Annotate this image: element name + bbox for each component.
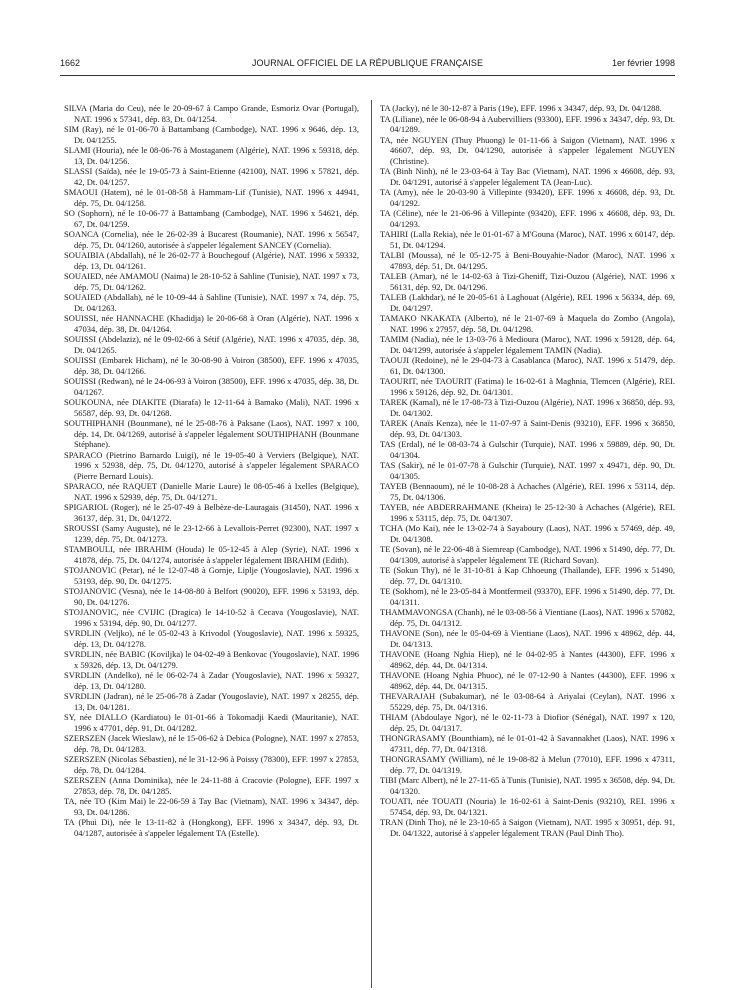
naturalization-entry: THONGRASAMY (William), né le 19-08-82 à Melun (77010), EFF. 1996 x 47311, dép. 77, Dt. 04/1319. <box>380 754 675 775</box>
naturalization-entry: SOUAIED (Abdallah), né le 10-09-44 à Sahline (Tunisie), NAT. 1997 x 74, dép. 75, Dt. 04/1263. <box>64 292 359 313</box>
issue-date: 1er février 1998 <box>611 58 675 68</box>
naturalization-entry: THAVONE (Hoang Nghia Phuoc), né le 07-12-90 à Nantes (44300), EFF. 1996 x 48962, dép. 44, Dt. 04/1315. <box>380 670 675 691</box>
naturalization-entry: TAYEB, née ABDERRAHMANE (Kheira) le 25-12-30 à Achaches (Algérie), REI. 1996 x 53115, dép. 75, Dt. 04/1307. <box>380 502 675 523</box>
page-header <box>60 58 675 72</box>
naturalization-entry: STOJANOVIC (Petar), né le 12-07-48 à Gornje, Liplje (Yougoslavie), NAT. 1996 x 53193, dép. 90, Dt. 04/1275. <box>64 565 359 586</box>
column-divider <box>371 100 372 988</box>
naturalization-entry: SVRDLIN (Veljko), né le 05-02-43 à Krivodol (Yougoslavie), NAT. 1996 x 59325, dép. 13, Dt. 04/1278. <box>64 628 359 649</box>
naturalization-entry: SROUSSI (Samy Auguste), né le 23-12-66 à Levallois-Perret (92300), NAT. 1997 x 1239, dép. 75, Dt. 04/1273. <box>64 523 359 544</box>
naturalization-entry: THAVONE (Son), née le 05-04-69 à Vientiane (Laos), NAT. 1996 x 48962, dép. 44, Dt. 04/1313. <box>380 628 675 649</box>
naturalization-entry: SOUAIBIA (Abdallah), né le 26-02-77 à Bouchegouf (Algérie), NAT. 1996 x 59332, dép. 13, Dt. 04/1261. <box>64 250 359 271</box>
naturalization-entry: TAOURIT, née TAOURIT (Fatima) le 16-02-61 à Maghnia, Tlemcen (Algérie), REI. 1996 x 59126, dép. 92, Dt. 04/1301. <box>380 376 675 397</box>
naturalization-entry: SPARACO, née RAQUET (Danielle Marie Laure) le 08-05-46 à Ixelles (Belgique), NAT. 1996 x 52939, dép. 75, Dt. 04/1271. <box>64 481 359 502</box>
naturalization-entry: TAYEB (Bennaoum), né le 10-08-28 à Achaches (Algérie), REI. 1996 x 53114, dép. 75, Dt. 04/1306. <box>380 481 675 502</box>
naturalization-entry: SY, née DIALLO (Kardiatou) le 01-01-66 à Tokomadji Kaedi (Mauritanie), NAT. 1996 x 47701, dép. 91, Dt. 04/1282. <box>64 712 359 733</box>
naturalization-entry: TE (Sovan), né le 22-06-48 à Siemreap (Cambodge), NAT. 1996 x 51490, dép. 77, Dt. 04/1309, autorisé à s'appeler légalement TE (Richard Sovan). <box>380 544 675 565</box>
naturalization-entry: SO (Sophorn), né le 10-06-77 à Battambang (Cambodge), NAT. 1996 x 54621, dép. 67, Dt. 04/1259. <box>64 208 359 229</box>
naturalization-entry: SPIGARIOL (Roger), né le 25-07-49 à Belbèze-de-Lauragais (31450), NAT. 1996 x 36137, dép. 31, Dt. 04/1272. <box>64 502 359 523</box>
naturalization-entry: SLAMI (Houria), née le 08-06-76 à Mostaganem (Algérie), NAT. 1996 x 59318, dép. 13, Dt. 04/1256. <box>64 145 359 166</box>
naturalization-entry: TCHA (Mo Kai), née le 13-02-74 à Sayaboury (Laos), NAT. 1996 x 57469, dép. 49, Dt. 04/1308. <box>380 523 675 544</box>
naturalization-entry: THAMMAVONGSA (Chanh), né le 03-08-56 à Vientiane (Laos), NAT. 1996 x 57082, dép. 75, Dt. 04/1312. <box>380 607 675 628</box>
left-column <box>64 103 359 838</box>
naturalization-entry: SPARACO (Pietrino Barnardo Luigi), né le 19-05-40 à Verviers (Belgique), NAT. 1996 x 52938, dép. 75, Dt. 04/1270, autorisé à s'appeler légalement SPARACO (Pierre Bernard Louis). <box>64 449 359 481</box>
naturalization-entry: SOUKOUNA, née DIAKITE (Diarafa) le 12-11-64 à Bamako (Mali), NAT. 1996 x 56587, dép. 93, Dt. 04/1268. <box>64 397 359 418</box>
naturalization-entry: SOUTHIPHANH (Bounmane), né le 25-08-76 à Paksane (Laos), NAT. 1997 x 100, dép. 14, Dt. 04/1269, autorisé à s'appeler légalement SOUTHIPHANH (Bounmane Stéphane). <box>64 418 359 449</box>
naturalization-entry: SOANCA (Cornelia), née le 26-02-39 à Bucarest (Roumanie), NAT. 1996 x 56547, dép. 75, Dt. 04/1260, autorisée à s'appeler légalement SANCEY (Cornelia). <box>64 229 359 250</box>
journal-title: JOURNAL OFFICIEL DE LA RÉPUBLIQUE FRANÇAISE <box>251 58 484 68</box>
naturalization-entry: TAS (Sakir), né le 01-07-78 à Gulschir (Turquie), NAT. 1997 x 49471, dép. 90, Dt. 04/1305. <box>380 460 675 481</box>
naturalization-entry: TAREK (Kamal), né le 17-08-73 à Tizi-Ouzou (Algérie), NAT. 1996 x 36850, dép. 93, Dt. 04/1302. <box>380 397 675 418</box>
naturalization-entry: SVRDLIN (Jadran), né le 25-06-78 à Zadar (Yougoslavie), NAT. 1997 x 28255, dép. 13, Dt. 04/1281. <box>64 691 359 712</box>
naturalization-entry: TA (Binh Ninh), né le 23-03-64 à Tay Bac (Vietnam), NAT. 1996 x 46608, dép. 93, Dt. 04/1291, autorisé à s'appeler légalement TA (Jean-Luc). <box>380 166 675 187</box>
naturalization-entry: THONGRASAMY (Bounthiam), né le 01-01-42 à Savannakhet (Laos), NAT. 1996 x 47311, dép. 77, Dt. 04/1318. <box>380 733 675 754</box>
naturalization-entry: SOUISSI (Embarek Hicham), né le 30-08-90 à Voiron (38500), EFF. 1996 x 47035, dép. 38, Dt. 04/1266. <box>64 355 359 376</box>
naturalization-entry: TE (Sokun Thy), né le 31-10-81 à Kap Chhoeung (Thaïlande), EFF. 1996 x 51490, dép. 77, Dt. 04/1310. <box>380 565 675 586</box>
naturalization-entry: SOUISSI, née HANNACHE (Khadidja) le 20-06-68 à Oran (Algérie), NAT. 1996 x 47034, dép. 38, Dt. 04/1264. <box>64 313 359 334</box>
naturalization-entry: THAVONE (Hoang Nghia Hiep), né le 04-02-95 à Nantes (44300), EFF. 1996 x 48962, dép. 44, Dt. 04/1314. <box>380 649 675 670</box>
naturalization-entry: TIBI (Marc Albert), né le 27-11-65 à Tunis (Tunisie), NAT. 1995 x 36508, dép. 94, Dt. 04/1320. <box>380 775 675 796</box>
naturalization-entry: SMAOUI (Hatem), né le 01-08-58 à Hammam-Lif (Tunisie), NAT. 1996 x 44941, dép. 75, Dt. 04/1258. <box>64 187 359 208</box>
page-number: 1662 <box>60 58 81 68</box>
naturalization-entry: TRAN (Dinh Tho), né le 23-10-65 à Saigon (Vietnam), NAT. 1995 x 30951, dép. 91, Dt. 04/1322, autorisé à s'appeler légalement TRAN (Paul Dinh Tho). <box>380 817 675 838</box>
header-rule <box>60 75 675 76</box>
naturalization-entry: TOUATI, née TOUATI (Nouria) le 16-02-61 à Saint-Denis (93210), REI. 1996 x 57454, dép. 93, Dt. 04/1321. <box>380 796 675 817</box>
naturalization-entry: SIM (Ray), né le 01-06-70 à Battambang (Cambodge), NAT. 1996 x 9646, dép. 13, Dt. 04/1255. <box>64 124 359 145</box>
naturalization-entry: SILVA (Maria do Ceu), née le 20-09-67 à Campo Grande, Esmoriz Ovar (Portugal), NAT. 1996 x 57341, dép. 83, Dt. 04/1254. <box>64 103 359 124</box>
naturalization-entry: STOJANOVIC (Vesna), née le 14-08-80 à Belfort (90020), EFF. 1996 x 53193, dép. 90, Dt. 04/1276. <box>64 586 359 607</box>
naturalization-entry: SOUAIED, née AMAMOU (Naima) le 28-10-52 à Sahline (Tunisie), NAT. 1997 x 73, dép. 75, Dt. 04/1262. <box>64 271 359 292</box>
naturalization-entry: TA (Jacky), né le 30-12-87 à Paris (19e), EFF. 1996 x 34347, dép. 93, Dt. 04/1288. <box>380 103 662 113</box>
naturalization-entry: TA (Amy), née le 20-03-90 à Villepinte (93420), EFF. 1996 x 46608, dép. 93, Dt. 04/1292. <box>380 187 675 208</box>
naturalization-entry: TAREK (Anaïs Kenza), née le 11-07-97 à Saint-Denis (93210), EFF. 1996 x 36850, dép. 93, Dt. 04/1303. <box>380 418 675 439</box>
naturalization-entry: STAMBOULI, née IBRAHIM (Houda) le 05-12-45 à Alep (Syrie), NAT. 1996 x 41878, dép. 75, Dt. 04/1274, autorisée à s'appeler légalement IBRAHIM (Edith). <box>64 544 359 565</box>
naturalization-entry: THIAM (Abdoulaye Ngor), né le 02-11-73 à Diofior (Sénégal), NAT. 1997 x 120, dép. 25, Dt. 04/1317. <box>380 712 675 733</box>
naturalization-entry: TALEB (Amar), né le 14-02-63 à Tizi-Gheniff, Tizi-Ouzou (Algérie), NAT. 1996 x 56131, dép. 92, Dt. 04/1296. <box>380 271 675 292</box>
naturalization-entry: TAOUJI (Redoine), né le 29-04-73 à Casablanca (Maroc), NAT. 1996 x 51479, dép. 61, Dt. 04/1300. <box>380 355 675 376</box>
naturalization-entry: TAMIM (Nadia), née le 13-03-76 à Medioura (Maroc), NAT. 1996 x 59128, dép. 64, Dt. 04/1299, autorisée à s'appeler légalement TAMIN (Nadia). <box>380 334 675 355</box>
naturalization-entry: SOUISSI (Redwan), né le 24-06-93 à Voiron (38500), EFF. 1996 x 47035, dép. 38, Dt. 04/1267. <box>64 376 359 397</box>
naturalization-entry: SOUISSI (Abdelaziz), né le 09-02-66 à Sétif (Algérie), NAT. 1996 x 47035, dép. 38, Dt. 04/1265. <box>64 334 359 355</box>
right-column <box>380 103 675 838</box>
naturalization-entry: TAMAKO NKAKATA (Alberto), né le 21-07-69 à Maquela do Zombo (Angola), NAT. 1996 x 27957, dép. 58, Dt. 04/1298. <box>380 313 675 334</box>
naturalization-entry: SVRDLIN (Andelko), né le 06-02-74 à Zadar (Yougoslavie), NAT. 1996 x 59327, dép. 13, Dt. 04/1280. <box>64 670 359 691</box>
naturalization-entry: SLASSI (Saïda), née le 19-05-73 à Saint-Etienne (42100), NAT. 1996 x 57821, dép. 42, Dt. 04/1257. <box>64 166 359 187</box>
naturalization-entry: SZERSZEN (Jacek Wieslaw), né le 15-06-62 à Debica (Pologne), NAT. 1997 x 27853, dép. 78, Dt. 04/1283. <box>64 733 359 754</box>
naturalization-entry: TALBI (Moussa), né le 05-12-75 à Beni-Bouyahie-Nador (Maroc), NAT. 1996 x 47893, dép. 51, Dt. 04/1295. <box>380 250 675 271</box>
naturalization-entry: TA, née TO (Kim Mai) le 22-06-59 à Tay Bac (Vietnam), NAT. 1996 x 34347, dép. 93, Dt. 04/1286. <box>64 796 359 817</box>
naturalization-entry: TA (Céline), née le 21-06-96 à Villepinte (93420), EFF. 1996 x 46608, dép. 93, Dt. 04/1293. <box>380 208 675 229</box>
naturalization-entry: TE (Sokhom), né le 23-05-84 à Montfermeil (93370), EFF. 1996 x 51490, dép. 77, Dt. 04/1311. <box>380 586 675 607</box>
naturalization-entry: SZERSZEN (Anna Dominika), née le 24-11-88 à Cracovie (Pologne), EFF. 1997 x 27853, dép. 78, Dt. 04/1285. <box>64 775 359 796</box>
naturalization-entry: SVRDLIN, née BABIC (Koviljka) le 04-02-49 à Benkovac (Yougoslavie), NAT. 1996 x 59326, dép. 13, Dt. 04/1279. <box>64 649 359 670</box>
naturalization-entry: TAS (Erdal), né le 08-03-74 à Gulschir (Turquie), NAT. 1996 x 59889, dép. 90, Dt. 04/1304. <box>380 439 675 460</box>
naturalization-entry: TA (Liliane), née le 06-08-94 à Aubervilliers (93300), EFF. 1996 x 34347, dép. 93, Dt. 04/1289. <box>380 113 675 134</box>
naturalization-entry: TA, née NGUYEN (Thuy Phuong) le 01-11-66 à Saigon (Vietnam), NAT. 1996 x 46607, dép. 93, Dt. 04/1290, autorisée à s'appeler légalement NGUYEN (Christine). <box>380 134 675 166</box>
naturalization-entry: SZERSZEN (Nicolas Sébastien), né le 31-12-96 à Poissy (78300), EFF. 1997 x 27853, dép. 78, Dt. 04/1284. <box>64 754 359 775</box>
naturalization-entry: THEVARAJAH (Subakumar), né le 03-08-64 à Ariyalai (Ceylan), NAT. 1996 x 55229, dép. 75, Dt. 04/1316. <box>380 691 675 712</box>
naturalization-entry: TAHIRI (Lalla Rekia), née le 01-01-67 à M'Gouna (Maroc), NAT. 1996 x 60147, dép. 51, Dt. 04/1294. <box>380 229 675 250</box>
naturalization-entry: TALEB (Lakhdar), né le 20-05-61 à Laghouat (Algérie), REI. 1996 x 56334, dép. 69, Dt. 04/1297. <box>380 292 675 313</box>
naturalization-entry: STOJANOVIC, née CVIJIC (Dragica) le 14-10-52 à Cecava (Yougoslavie), NAT. 1996 x 53194, dép. 90, Dt. 04/1277. <box>64 607 359 628</box>
naturalization-entry: TA (Phui Di), née le 13-11-82 à (Hongkong), EFF. 1996 x 34347, dép. 93, Dt. 04/1287, autorisée à s'appeler légalement TA (Estelle). <box>64 817 359 838</box>
